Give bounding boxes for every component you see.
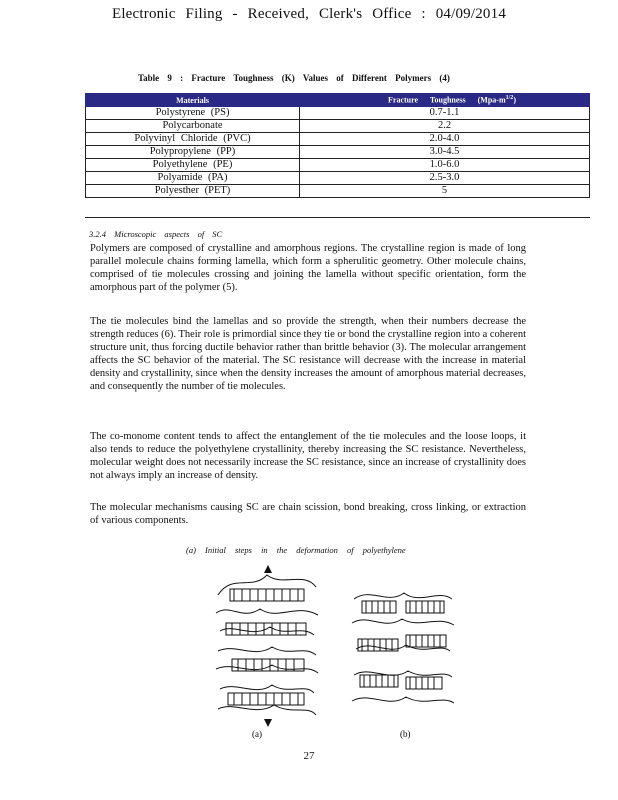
material-cell: Polyethylene (PE) — [86, 159, 300, 172]
section-heading: 3.2.4 Microscopic aspects of SC — [89, 229, 223, 239]
table-caption: Table 9 : Fracture Toughness (K) Values of Different Polymers (4) — [138, 73, 450, 83]
table-row — [86, 107, 590, 120]
toughness-value-cell: 2.5-3.0 — [300, 172, 590, 185]
filing-header: Electronic Filing - Received, Clerk's Office : 04/09/2014 — [111, 6, 507, 22]
toughness-header-exponent: 1/2 — [505, 95, 514, 102]
material-cell: Polyamide (PA) — [86, 172, 300, 185]
toughness-header-text: Fracture Toughness (Mpa-m — [388, 95, 506, 105]
figure-a-illustration — [212, 565, 322, 740]
toughness-value-cell: 0.7-1.1 — [300, 107, 590, 120]
toughness-value-cell: 2.0-4.0 — [300, 133, 590, 146]
arrow-down-icon — [264, 719, 272, 727]
table-row — [86, 172, 590, 185]
column-header-materials: Materials — [86, 94, 300, 107]
material-cell: Polycarbonate — [86, 120, 300, 133]
fracture-toughness-table — [85, 93, 590, 198]
material-cell: Polyvinyl Chloride (PVC) — [86, 133, 300, 146]
arrow-up-icon — [264, 565, 272, 573]
divider-line — [85, 217, 590, 218]
paragraph-3: The co-monome content tends to affect the entanglement of the tie molecules and the loose loops, it also tends to reduce the polyethylene crystallinity, thereby increasing the SC resistance. Nevertheless, molecular weight does not necessarily increase the SC resistance, since an increase of crystallinity does not always imply an increase of density. — [90, 431, 526, 481]
table-row — [86, 185, 590, 198]
paragraph-1: Polymers are composed of crystalline and amorphous regions. The crystalline region is made of long parallel molecule chains forming lamella, which form a spherulitic geometry. Other molecule chains, comprised of tie molecules crossing and joining the lamella without specific orientation, form the amorphous part of the polymer (5). — [90, 243, 526, 293]
table-row — [86, 120, 590, 133]
material-cell: Polyesther (PET) — [86, 185, 300, 198]
table-row — [86, 146, 590, 159]
figure-b-illustration — [348, 565, 458, 740]
paragraph-2: The tie molecules bind the lamellas and so provide the strength, when their numbers decrease the strength reduces (6). Their role is primordial since they tie or bond the crystalline region into a coherent structure unit, thus forcing ductile behavior rather than brittle behavior (3). The molecular arrangement affects the SC behavior of the material. The SC resistance will decrease with the increase in material density and crystallinity, since when the density increases the amount of amorphous material decreases, and consequently the number of tie molecules. — [90, 316, 527, 392]
toughness-value-cell: 3.0-4.5 — [300, 146, 590, 159]
page-number: 27 — [303, 750, 315, 762]
table-row — [86, 133, 590, 146]
figure-caption: (a) Initial steps in the deformation of polyethylene — [186, 545, 406, 555]
figure-label-a: (a) — [252, 729, 262, 739]
toughness-value-cell: 2.2 — [300, 120, 590, 133]
figure-label-b: (b) — [400, 729, 411, 739]
material-cell: Polypropylene (PP) — [86, 146, 300, 159]
toughness-value-cell: 5 — [300, 185, 590, 198]
material-cell: Polystyrene (PS) — [86, 107, 300, 120]
paragraph-4: The molecular mechanisms causing SC are chain scission, bond breaking, cross linking, or extraction of various components. — [90, 502, 526, 526]
toughness-value-cell: 1.0-6.0 — [300, 159, 590, 172]
table-row — [86, 159, 590, 172]
table-header-row — [86, 94, 590, 107]
column-header-toughness — [300, 94, 590, 107]
toughness-header-close: ) — [513, 95, 516, 105]
